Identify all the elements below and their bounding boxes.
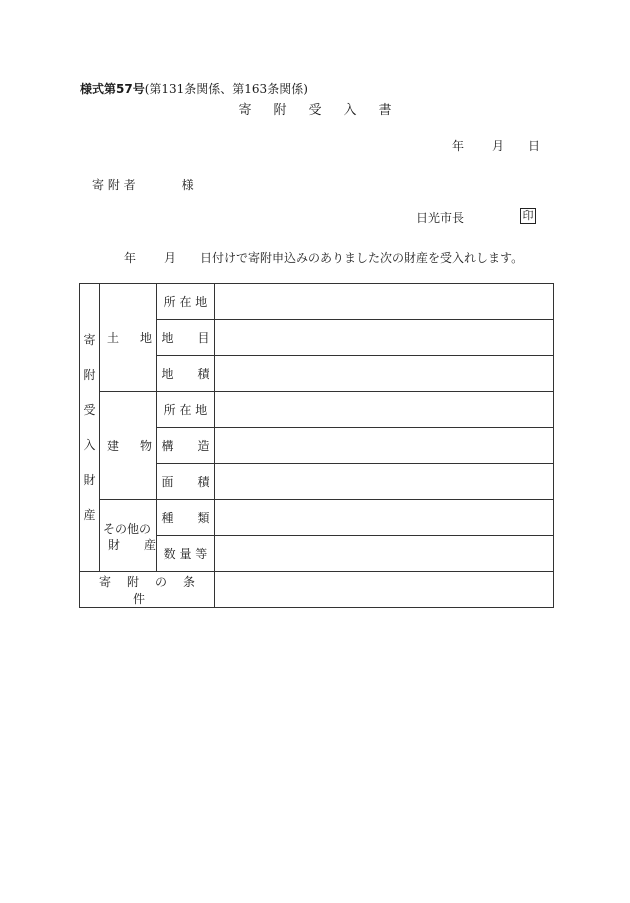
seal-mark: 印 (520, 208, 536, 224)
land-category-label: 地 目 (157, 320, 215, 356)
building-structure-value (215, 428, 554, 464)
body-text: 年 月 日付けで寄附申込みのありました次の財産を受入れします。 (124, 251, 524, 265)
conditions-value (215, 572, 554, 608)
main-label: 寄 附 受 入 財 産 (80, 284, 100, 572)
date-month: 月 (492, 139, 505, 153)
other-quantity-value (215, 536, 554, 572)
conditions-label: 寄附の条件 (80, 572, 215, 608)
date-line (452, 137, 540, 154)
donation-table (79, 283, 554, 608)
other-type-label: 種 類 (157, 500, 215, 536)
mayor-label: 日光市長 (416, 211, 465, 225)
table-row (80, 572, 554, 608)
form-number: 様式第57号(第131条関係、第163条関係) (80, 82, 308, 96)
building-location-label: 所 在 地 (157, 392, 215, 428)
category-building: 建 物 (100, 392, 157, 500)
table-row (80, 500, 554, 536)
table-row (80, 392, 554, 428)
donor-honorific: 様 (181, 178, 194, 192)
table-row (80, 284, 554, 320)
building-area-label: 面 積 (157, 464, 215, 500)
donor-label: 寄 附 者 (92, 178, 136, 192)
land-area-value (215, 356, 554, 392)
other-quantity-label: 数 量 等 (157, 536, 215, 572)
building-area-value (215, 464, 554, 500)
other-type-value (215, 500, 554, 536)
date-day: 日 (528, 139, 541, 153)
land-area-label: 地 積 (157, 356, 215, 392)
date-year: 年 (452, 139, 465, 153)
donor-line (92, 176, 194, 193)
land-category-value (215, 320, 554, 356)
category-other-property: その他の 財 産 (100, 500, 157, 572)
document-title: 寄附受入書 (238, 103, 414, 118)
building-location-value (215, 392, 554, 428)
land-location-value (215, 284, 554, 320)
category-land: 土 地 (100, 284, 157, 392)
building-structure-label: 構 造 (157, 428, 215, 464)
land-location-label: 所 在 地 (157, 284, 215, 320)
